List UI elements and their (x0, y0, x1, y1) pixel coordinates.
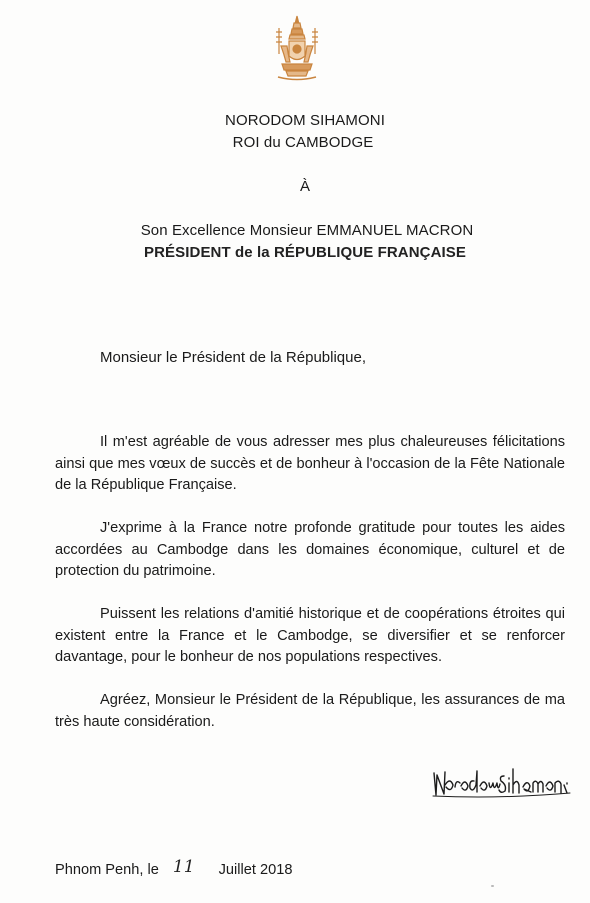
handwritten-signature (430, 763, 572, 801)
closing-paragraph: Agréez, Monsieur le Président de la République, les assurances de ma très haute considération. (55, 692, 565, 730)
salutation: Monsieur le Président de la République, (100, 349, 366, 366)
date-place: Phnom Penh, le (55, 862, 159, 878)
body-paragraph: Il m'est agréable de vous adresser mes plus chaleureuses félicitations ainsi que mes vœux de succès et de bonheur à l'occasion de la Fête Nationale de la République Française. (55, 434, 565, 493)
body-paragraph: J'exprime à la France notre profonde gratitude pour toutes les aides accordées au Cambodge dans les domaines économique, culturel et de protection du patrimoine. (55, 520, 565, 579)
date-day-handwritten: 11 (172, 857, 195, 877)
date-month-year: Juillet 2018 (218, 862, 293, 878)
recipient-title: PRÉSIDENT de la RÉPUBLIQUE FRANÇAISE (144, 244, 466, 261)
paper-speck (491, 885, 494, 887)
sender-title: ROI du CAMBODGE (232, 134, 374, 151)
date-line (55, 859, 292, 879)
recipient-name: Son Excellence Monsieur EMMANUEL MACRON (140, 222, 474, 239)
royal-arms-emblem-icon (272, 14, 322, 82)
body-paragraph: Puissent les relations d'amitié historique et de coopérations étroites qui existent entre la France et le Cambodge, se diversifier et se renforcer davantage, pour le bonheur de nos populations respectives. (55, 606, 565, 665)
sender-name: NORODOM SIHAMONI (225, 112, 385, 129)
addressee-preposition: À (299, 178, 311, 195)
